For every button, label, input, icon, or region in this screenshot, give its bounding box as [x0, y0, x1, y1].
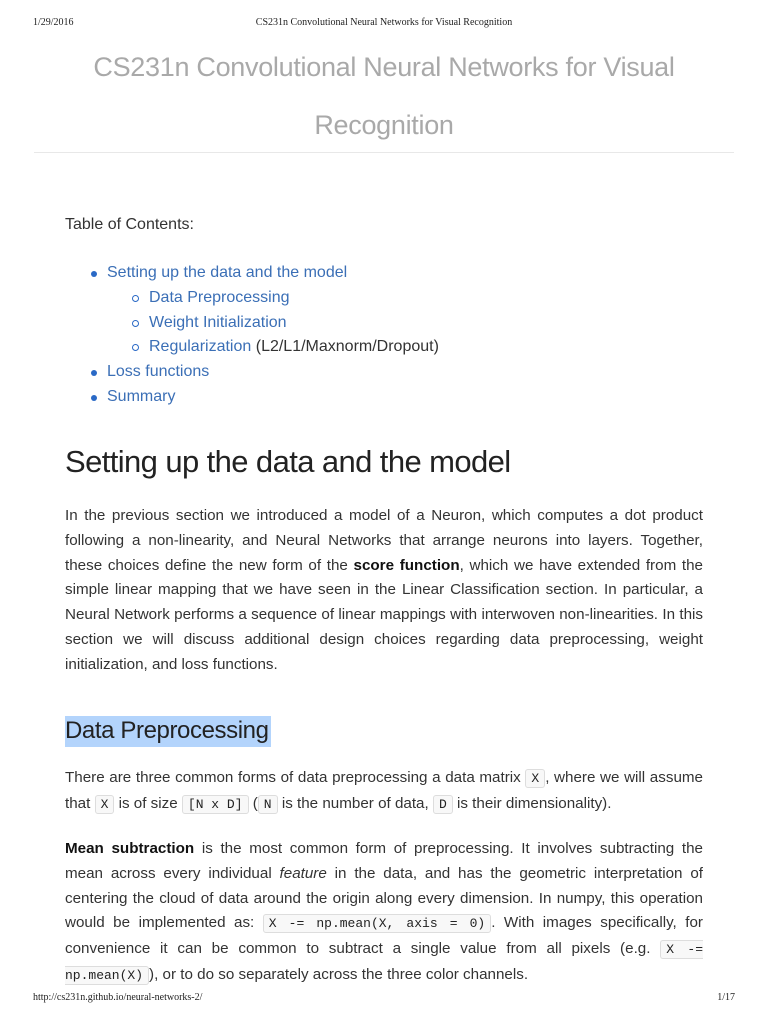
toc-item-setup — [65, 261, 685, 286]
print-doc-title: CS231n Convolutional Neural Networks for Visual Recognition — [255, 17, 513, 28]
toc-link-weight-init[interactable]: Weight Initialization — [149, 313, 287, 331]
code-size: [N x D] — [182, 795, 249, 814]
toc-link-summary[interactable]: Summary — [107, 387, 176, 405]
toc-item-summary — [65, 385, 685, 410]
p3-text-b: in the data, and has the geometric interpretation of centering the cloud of data around the origin along every dimension. In numpy, this operation would be implemented as: — [65, 864, 703, 932]
toc-item-preprocessing — [65, 286, 685, 311]
mean-subtraction-bold: Mean subtraction — [65, 840, 195, 857]
code-mean: X -= np.mean(X) — [65, 942, 703, 983]
table-of-contents — [65, 261, 685, 410]
p2-text-e: is the number of data, — [277, 794, 433, 812]
p2-text-d: ( — [248, 794, 258, 812]
toc-regularization-note: (L2/L1/Maxnorm/Dropout) — [255, 338, 439, 356]
section-heading-preprocessing: Data Preprocessing — [65, 716, 271, 747]
section-heading-setup: Setting up the data and the model — [65, 444, 511, 479]
p2-text-a: There are three common forms of data preprocessing a data matrix — [65, 769, 526, 786]
intro-bold-score-function: score function — [353, 556, 460, 574]
toc-item-regularization — [65, 335, 685, 360]
paragraph-mean-subtraction — [65, 837, 703, 989]
paragraph-data-matrix — [65, 766, 703, 818]
toc-item-weight-init — [65, 311, 685, 336]
toc-link-setup[interactable]: Setting up the data and the model — [107, 264, 348, 281]
code-mean-axis: X -= np.mean(X, axis = 0) — [263, 914, 491, 933]
code-d: D — [433, 795, 453, 814]
toc-item-loss — [65, 360, 685, 385]
print-url: http://cs231n.github.io/neural-networks-2/ — [33, 992, 203, 1003]
toc-link-loss[interactable]: Loss functions — [107, 363, 210, 381]
toc-link-preprocessing[interactable]: Data Preprocessing — [149, 288, 290, 306]
intro-text-a: In the previous section we introduced a model of a Neuron, which computes a dot product following a non-linearity, and Neural Networks that arrange neurons into layers. Together, these choices define the new form of the — [65, 507, 703, 574]
code-x-2: X — [95, 795, 115, 814]
p3-text-c: . With images specifically, for convenience it can be common to subtract a single value from all pixels (e.g. — [65, 914, 703, 958]
print-page-number: 1/17 — [717, 992, 735, 1003]
toc-heading: Table of Contents: — [65, 216, 194, 233]
intro-text-b: , which we have extended from the simple linear mapping that we have seen in the Linear Classification section. In particular, a Neural Network performs a sequence of linear mappings with interwoven non-linearities. In this section we will discuss additional design choices regarding data preprocessing, weight initialization, and loss functions. — [65, 556, 703, 673]
code-x: X — [525, 769, 545, 788]
feature-italic: feature — [279, 864, 327, 882]
print-header — [0, 17, 768, 33]
paragraph-intro — [65, 504, 703, 678]
p2-text-c: is of size — [114, 794, 182, 812]
header-divider — [34, 152, 734, 153]
p3-text-a: is the most common form of preprocessing. It involves subtracting the mean across every individual — [65, 840, 703, 882]
print-date: 1/29/2016 — [33, 17, 74, 28]
site-title[interactable]: CS231n Convolutional Neural Networks for Visual Recognition — [93, 52, 675, 140]
p3-text-d: ), or to do so separately across the three color channels. — [149, 965, 529, 983]
p2-text-f: is their dimensionality). — [452, 794, 612, 812]
print-footer — [0, 992, 768, 1006]
toc-link-regularization[interactable]: Regularization — [149, 338, 252, 356]
code-n: N — [258, 795, 278, 814]
p2-text-b: , where we will assume that — [65, 769, 703, 812]
